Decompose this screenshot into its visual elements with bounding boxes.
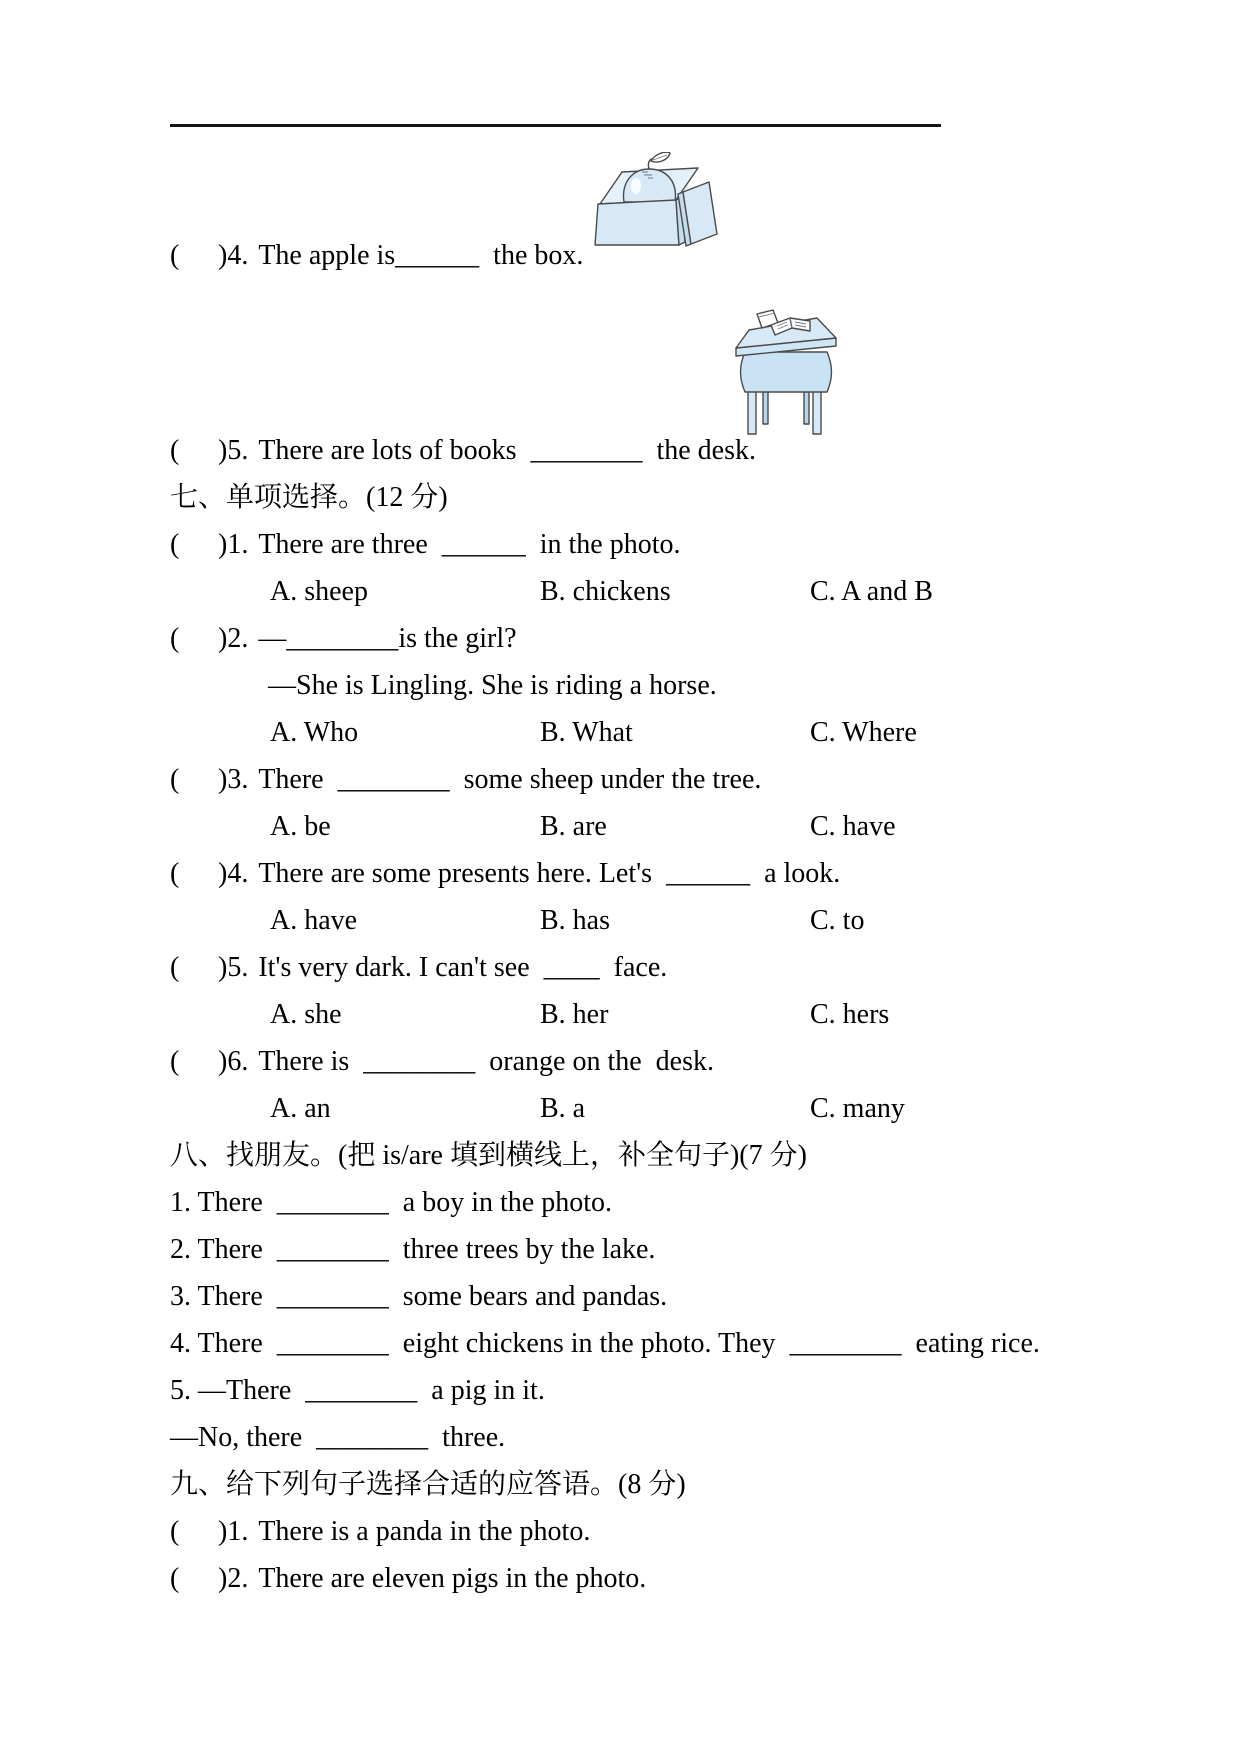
options-row: [0, 803, 1241, 850]
option-c: C. many: [810, 1093, 905, 1124]
option-a: A. Who: [270, 717, 359, 748]
question-text: There are lots of books ________ the desk.: [258, 435, 756, 466]
answer-paren-open: (: [170, 1563, 180, 1594]
question-text: There are some presents here. Let's ______ a look.: [258, 858, 841, 889]
question-text: There is ________ orange on the desk.: [258, 1046, 714, 1077]
question-line: [0, 756, 1241, 803]
option-b: B. her: [540, 999, 609, 1030]
question-number: )4.: [218, 240, 249, 271]
question-number: )3.: [218, 764, 249, 795]
answer-paren-open: (: [170, 435, 180, 466]
options-row: [0, 709, 1241, 756]
option-a: A. she: [270, 999, 342, 1030]
question-number: )1.: [218, 529, 249, 560]
section9-title: 九、给下列句子选择合适的应答语。(8 分): [170, 1469, 686, 1500]
mid-spacer: [0, 279, 1241, 427]
option-b: B. What: [540, 717, 633, 748]
question-line: [0, 1555, 1241, 1602]
answer-paren-open: (: [170, 529, 180, 560]
question-text: —________is the girl?: [258, 623, 517, 654]
top-spacer: [0, 0, 1241, 232]
options-row: [0, 897, 1241, 944]
question-text: There ________ some sheep under the tree.: [258, 764, 762, 795]
question-number: )5.: [218, 952, 249, 983]
question-text: The apple is______ the box.: [258, 240, 584, 271]
answer-paren-open: (: [170, 952, 180, 983]
fill-item: 3. There ________ some bears and pandas.: [170, 1281, 668, 1312]
question-line: [0, 850, 1241, 897]
option-c: C. A and B: [810, 576, 933, 607]
fill-item-reply: —No, there ________ three.: [170, 1422, 506, 1453]
option-c: C. hers: [810, 999, 890, 1030]
fill-item: 1. There ________ a boy in the photo.: [170, 1187, 612, 1218]
reply-line: —She is Lingling. She is riding a horse.: [268, 670, 717, 701]
question-text: There is a panda in the photo.: [258, 1516, 591, 1547]
option-a: A. have: [270, 905, 358, 936]
question-text: There are three ______ in the photo.: [258, 529, 681, 560]
question-line: [0, 521, 1241, 568]
question-line: [0, 1508, 1241, 1555]
answer-paren-open: (: [170, 623, 180, 654]
option-c: C. Where: [810, 717, 917, 748]
question-line: [0, 615, 1241, 662]
option-b: B. chickens: [540, 576, 671, 607]
answer-paren-open: (: [170, 764, 180, 795]
question-line: [0, 1038, 1241, 1085]
section7-title: 七、单项选择。(12 分): [170, 482, 448, 513]
answer-paren-open: (: [170, 240, 180, 271]
question-number: )6.: [218, 1046, 249, 1077]
question-number: )5.: [218, 435, 249, 466]
question-number: )1.: [218, 1516, 249, 1547]
option-c: C. have: [810, 811, 896, 842]
option-a: A. an: [270, 1093, 331, 1124]
question-number: )2.: [218, 1563, 249, 1594]
fill-item: 5. —There ________ a pig in it.: [170, 1375, 545, 1406]
option-b: B. has: [540, 905, 610, 936]
question-text: It's very dark. I can't see ____ face.: [258, 952, 668, 983]
options-row: [0, 1085, 1241, 1132]
section8-title: 八、找朋友。(把 is/are 填到横线上，补全句子)(7 分): [170, 1140, 807, 1171]
options-row: [0, 991, 1241, 1038]
option-c: C. to: [810, 905, 865, 936]
fill-item: 2. There ________ three trees by the lake.: [170, 1234, 656, 1265]
question-number: )4.: [218, 858, 249, 889]
question-number: )2.: [218, 623, 249, 654]
option-b: B. a: [540, 1093, 586, 1124]
answer-paren-open: (: [170, 1046, 180, 1077]
option-a: A. sheep: [270, 576, 368, 607]
option-b: B. are: [540, 811, 607, 842]
answer-paren-open: (: [170, 858, 180, 889]
question-text: There are eleven pigs in the photo.: [258, 1563, 647, 1594]
option-a: A. be: [270, 811, 331, 842]
question-line-top4: [0, 232, 1241, 279]
options-row: [0, 568, 1241, 615]
answer-paren-open: (: [170, 1516, 180, 1547]
question-line-top5: [0, 427, 1241, 474]
fill-item: 4. There ________ eight chickens in the photo. They ________ eating rice.: [170, 1328, 1040, 1359]
question-line: [0, 944, 1241, 991]
